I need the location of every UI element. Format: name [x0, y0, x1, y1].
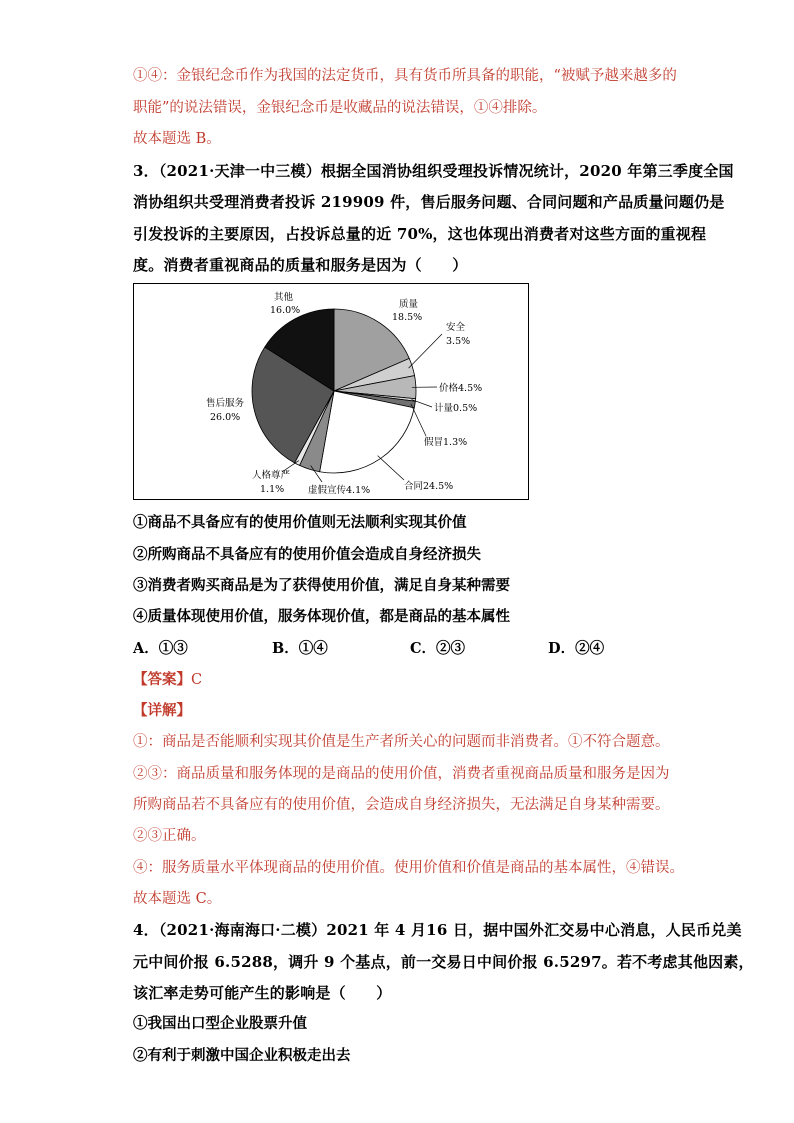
q3-detail-line-2: ②③：商品质量和服务体现的是商品的使用价值，消费者重视商品质量和服务是因为 — [133, 766, 670, 782]
leader-line-1 — [409, 334, 442, 368]
q3-option-b: B．①④ — [272, 640, 328, 657]
q3-conclusion: 故本题选 C。 — [133, 891, 222, 907]
q3-detail-line-1: ①：商品是否能顺利实现其价值是生产者所关心的问题而非消费者。①不符合题意。 — [133, 734, 670, 750]
label-contract: 合同24.5% — [404, 481, 454, 492]
q4-stem-line-3: 该汇率走势可能产生的影响是（ ） — [133, 984, 392, 1002]
q3-statement-1: ①商品不具备应有的使用价值则无法顺利实现其价值 — [133, 514, 467, 531]
label-safety-value: 3.5% — [446, 336, 471, 347]
q3-option-c: C．②③ — [410, 640, 466, 657]
q3-stem-line-2: 消协组织共受理消费者投诉 219909 件，售后服务问题、合同问题和产品质量问题仍是 — [133, 193, 725, 211]
label-price: 价格4.5% — [439, 383, 483, 394]
label-dignity-name: 人格尊严 — [252, 470, 291, 481]
label-measure: 计量0.5% — [434, 403, 478, 414]
leader-line-4 — [411, 404, 426, 436]
answer-value: C — [191, 672, 203, 688]
q3-detail-label: 【详解】 — [133, 702, 191, 719]
prev-analysis-line-2: 职能”的说法错误，金银纪念币是收藏品的说法错误，①④排除。 — [133, 100, 547, 116]
label-aftersales-name: 售后服务 — [206, 398, 245, 409]
q4-statement-2: ②有利于刺激中国企业积极走出去 — [133, 1047, 351, 1064]
q3-stem-line-4: 度。消费者重视商品的质量和服务是因为（ ） — [133, 256, 468, 274]
complaint-pie-chart — [133, 283, 529, 500]
q3-answer — [133, 670, 202, 690]
q3-detail-line-5: ④：服务质量水平体现商品的使用价值。使用价值和价值是商品的基本属性，④错误。 — [133, 860, 684, 876]
q3-option-d: D．②④ — [548, 640, 605, 657]
label-quality-name: 质量 — [399, 299, 419, 310]
q3-statement-3: ③消费者购买商品是为了获得使用价值，满足自身某种需要 — [133, 577, 510, 594]
pie-chart-svg — [134, 284, 528, 499]
label-aftersales-value: 26.0% — [210, 412, 241, 423]
label-quality-value: 18.5% — [392, 312, 423, 323]
label-counterfeit: 假冒1.3% — [424, 437, 468, 448]
q3-stem-line-3: 引发投诉的主要原因，占投诉总量的近 70%，这也体现出消费者对这些方面的重视程 — [133, 225, 707, 243]
q3-stem-line-1: 3．（2021·天津一中三模）根据全国消协组织受理投诉情况统计，2020 年第三季度全国 — [133, 162, 734, 180]
label-other-value: 16.0% — [270, 305, 301, 316]
label-false-ad: 虚假宣传4.1% — [308, 485, 371, 496]
q3-statement-4: ④质量体现使用价值，服务体现价值，都是商品的基本属性 — [133, 608, 510, 625]
q3-detail-line-4: ②③正确。 — [133, 828, 206, 844]
q3-detail-line-3: 所购商品若不具备应有的使用价值，会造成自身经济损失，无法满足自身某种需要。 — [133, 797, 670, 813]
prev-analysis-line-1: ①④：金银纪念币作为我国的法定货币，具有货币所具备的职能，“被赋予越来越多的 — [133, 68, 677, 84]
label-other-name: 其他 — [274, 292, 294, 303]
q4-statement-1: ①我国出口型企业股票升值 — [133, 1015, 307, 1032]
prev-conclusion: 故本题选 B。 — [133, 131, 221, 147]
q3-option-a: A．①③ — [133, 640, 188, 657]
q4-stem-line-2: 元中间价报 6.5288，调升 9 个基点，前一交易日中间价报 6.5297。若不考虑其他因素， — [133, 953, 754, 971]
leader-line-5 — [378, 456, 404, 480]
q3-statement-2: ②所购商品不具备应有的使用价值会造成自身经济损失 — [133, 546, 481, 563]
q4-stem-line-1: 4．（2021·海南海口·二模）2021 年 4 月16 日，据中国外汇交易中心消息，人民币兑美 — [133, 921, 742, 939]
label-safety-name: 安全 — [446, 322, 466, 333]
pie-slices — [252, 309, 416, 473]
answer-label: 【答案】 — [133, 671, 191, 688]
label-dignity-value: 1.1% — [260, 484, 285, 495]
